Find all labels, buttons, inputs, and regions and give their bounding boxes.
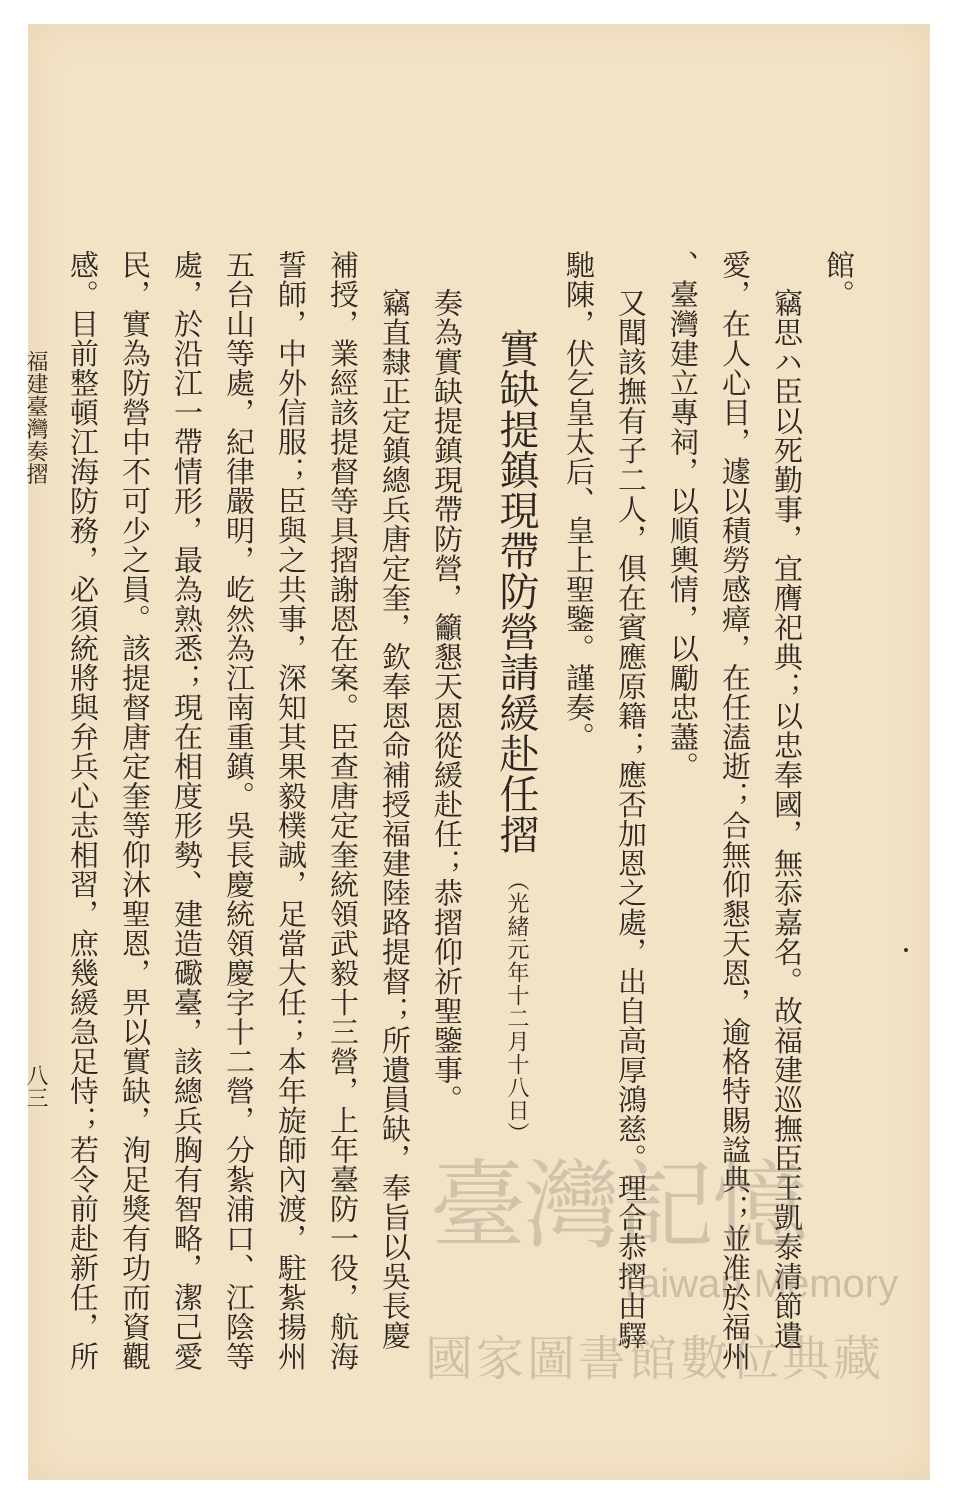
text-column-8: 竊直隸正定鎮總兵唐定奎，欽奉恩命補授福建陸路提督；所遺員缺，奉旨以吳長慶 (378, 288, 412, 1350)
memorial-title: 實缺提鎮現帶防營請緩赴任摺 (493, 328, 539, 855)
memorial-date-note: （光緒元年十二月十八日） (504, 868, 529, 1145)
watermark-chinese: 臺灣記憶 (430, 1150, 806, 1262)
watermark-institution: 國家圖書館數位典藏 (425, 1331, 885, 1387)
text-column-13: 民，實為防營中不可少之員。該提督唐定奎等仰沐聖恩，畀以實缺，洵足獎有功而資觀 (118, 250, 152, 1371)
text-column-12: 處，於沿江一帶情形，最為熟悉；現在相度形勢、建造礮臺，該總兵胸有智略，潔己愛 (170, 250, 204, 1371)
text-column-9: 補授，業經該提督等具摺謝恩在案。臣查唐定奎統領武毅十三營，上年臺防一役，航海 (326, 250, 360, 1371)
text-column-5: 又聞該撫有子二人，俱在賓應原籍；應否加恩之處，出自高厚鴻慈。理合恭摺由驛 (614, 288, 648, 1350)
text-column-10: 誓師，中外信服；臣與之共事，深知其果毅樸誠，足當大任；本年旋師內渡，駐紮揚州 (274, 250, 308, 1371)
text-column-4: 、臺灣建立專祠，以順輿情，以勵忠藎。 (666, 250, 700, 781)
text-column-2: 竊思ハ臣以死勤事，宜膺祀典；以忠奉國，無忝嘉名。故福建巡撫臣王凱泰清節遺 (770, 288, 804, 1350)
text-column-14: 感。目前整頓江海防務，必須統將與弁兵心志相習，庶幾緩急足恃；若令前赴新任，所 (66, 250, 100, 1371)
watermark-english: Taiwan Memory (618, 1262, 899, 1306)
paper-speck (904, 948, 908, 952)
page-number: 八三 (23, 1064, 48, 1109)
text-column-11: 五台山等處，紀律嚴明，屹然為江南重鎮。吳長慶統領慶字十二營，分紮浦口、江陰等 (222, 250, 256, 1371)
text-column-1: 館。 (822, 250, 856, 309)
text-column-6: 馳陳，伏乞皇太后、皇上聖鑒。謹奏。 (562, 250, 596, 752)
text-column-3: 愛，在人心目，遽以積勞感瘴，在任溘逝；合無仰懇天恩，逾格特賜諡典；並准於福州 (718, 250, 752, 1371)
book-title: 福建臺灣奏摺 (23, 350, 48, 485)
memorial-title-column (493, 328, 539, 1145)
text-column-7: 奏為實缺提鎮現帶防營，籲懇天恩從緩赴任；恭摺仰祈聖鑒事。 (430, 288, 464, 1114)
